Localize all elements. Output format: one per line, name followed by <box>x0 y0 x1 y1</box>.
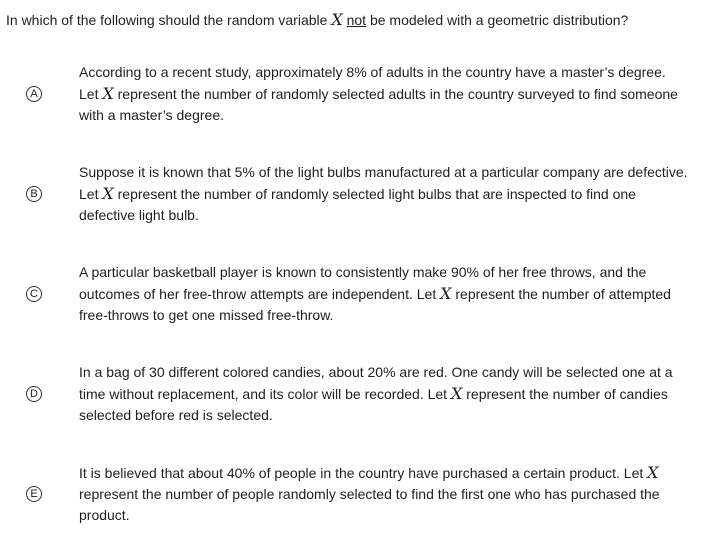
choice-text-e <box>79 462 689 526</box>
choice-variable-c: X <box>440 284 452 303</box>
choice-variable-a: X <box>102 84 114 103</box>
choice-text-c-before: A particular basketball player is known to consistently make 90% of her free throws, and the outcomes of her free-throw attempts are independent. Let <box>79 264 647 302</box>
choice-text-a <box>79 62 689 126</box>
answer-choice-c[interactable] <box>0 262 721 342</box>
question-variable: X <box>331 10 343 29</box>
choice-text-c <box>79 262 689 326</box>
choice-letter-b[interactable]: B <box>26 186 42 202</box>
choice-text-a-after: represent the number of randomly selected adults in the country surveyed to find someone with a master’s degree. <box>79 86 678 123</box>
choice-letter-e[interactable]: E <box>26 486 42 502</box>
question-text-before: In which of the following should the random variable <box>6 12 332 28</box>
choice-text-d-before: In a bag of 30 different colored candies, about 20% are red. One candy will be selected one at a time without replacement, and its color will be recorded. Let <box>79 364 673 402</box>
choice-text-b <box>79 162 689 226</box>
choice-variable-e: X <box>647 463 659 482</box>
choice-variable-b: X <box>102 184 114 203</box>
choice-text-b-after: represent the number of randomly selected light bulbs that are inspected to find one defective light bulb. <box>79 186 636 223</box>
choice-letter-c[interactable]: C <box>26 286 42 302</box>
answer-choice-d[interactable] <box>0 362 721 442</box>
choice-text-c-after: represent the number of attempted free-throws to get one missed free-throw. <box>79 286 671 323</box>
choice-letter-a[interactable]: A <box>26 86 42 102</box>
choice-text-e-after: represent the number of people randomly selected to find the first one who has purchased the product. <box>79 486 660 523</box>
choice-text-b-before: Suppose it is known that 5% of the light bulbs manufactured at a particular company are defective. Let <box>79 164 688 202</box>
choice-variable-d: X <box>450 384 463 403</box>
choice-text-d-after: represent the number of candies selected before red is selected. <box>79 386 668 423</box>
question-stem <box>6 10 718 30</box>
choice-letter-d[interactable]: D <box>26 386 42 402</box>
question-emphasis: not <box>346 12 367 28</box>
answer-choice-e[interactable] <box>0 462 721 542</box>
choice-text-a-before: According to a recent study, approximately 8% of adults in the country have a master’s degree. Let <box>79 64 666 102</box>
choice-text-d <box>79 362 689 426</box>
answer-choice-b[interactable] <box>0 162 721 242</box>
choice-text-e-before: It is believed that about 40% of people in the country have purchased a certain product. Let <box>79 465 648 481</box>
question-text-after: be modeled with a geometric distribution? <box>366 12 629 28</box>
answer-choice-a[interactable] <box>0 62 721 142</box>
